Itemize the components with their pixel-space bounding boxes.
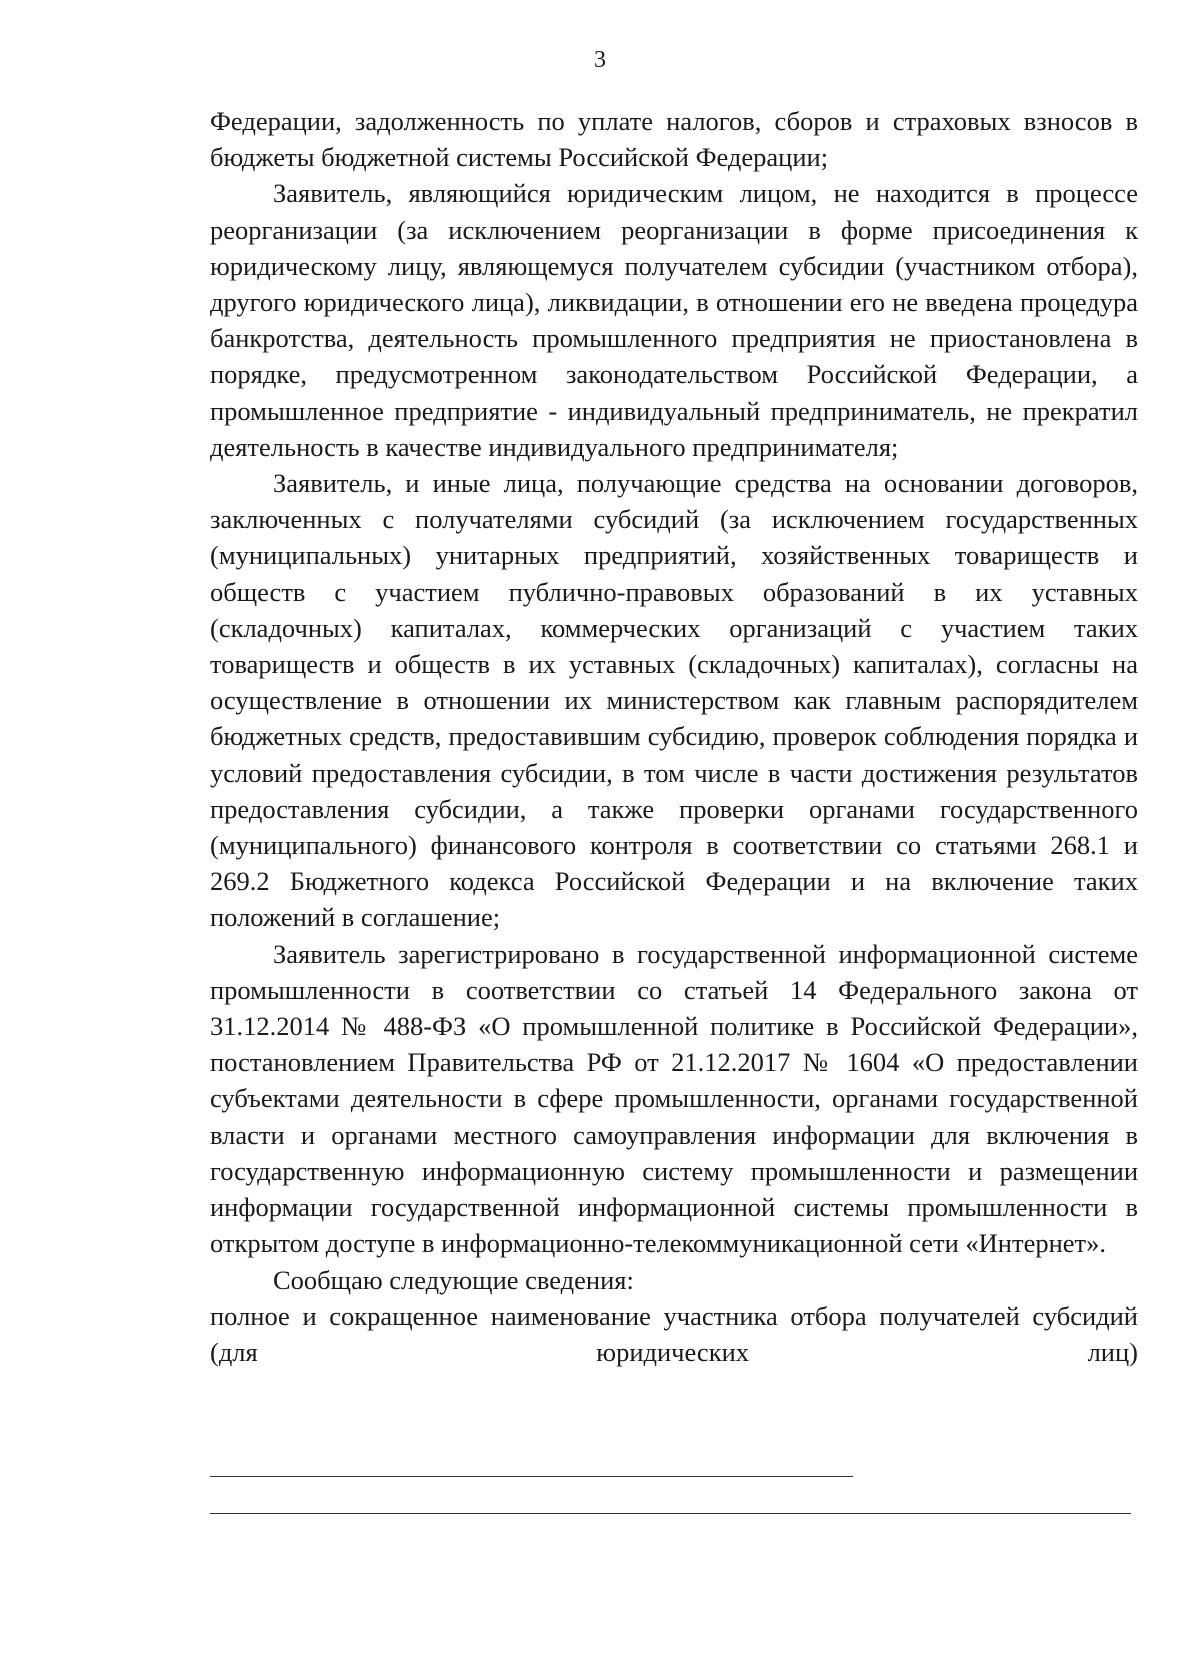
paragraph-audit-consent: Заявитель, и иные лица, получающие средства на основании договоров, заключенных с получателями субсидий (за исключением государственных (муниципальных) унитарных предприятий, хозяйственных товариществ и обществ с участием публично-правовых образований в их уставных (складочных) капиталах, коммерческих организаций с участием таких товариществ и обществ в их уставных (складочных) капиталах), согласны на осуществление в отношении их министерством как главным распорядителем бюджетных средств, предоставившим субсидию, проверок соблюдения порядка и условий предоставления субсидии, в том числе в части достижения результатов предоставления субсидии, а также проверки органами государственного (муниципального) финансового контроля в соответствии со статьями 268.1 и 269.2 Бюджетного кодекса Российской Федерации и на включение таких положений в соглашение; bbox=[210, 468, 1138, 933]
blank-fill-line bbox=[210, 1513, 1131, 1514]
blank-fill-line bbox=[210, 1476, 853, 1477]
page-number: 3 bbox=[594, 47, 606, 73]
paragraph-registration: Заявитель зарегистрировано в государственной информационной системе промышленности в соответствии со статьей 14 Федерального закона от 31.12.2014 № 488-ФЗ «О промышленной политике в Российской Федерации», постановлением Правительства РФ от 21.12.2017 № 1604 «О предоставлении субъектами деятельности в сфере промышленности, органами государственной власти и органами местного самоуправления информации для включения в государственную информационную систему промышленности и размещении информации государственной информационной системы промышленности в открытом доступе в информационно-телекоммуникационной сети «Интернет». bbox=[210, 938, 1138, 1259]
section-label: Сообщаю следующие сведения: bbox=[273, 1264, 634, 1295]
paragraph-continuation: Федерации, задолженность по уплате налогов, сборов и страховых взносов в бюджеты бюджетной системы Российской Федерации; bbox=[210, 106, 1138, 173]
document-body bbox=[210, 103, 1138, 1370]
paragraph-reorganization: Заявитель, являющийся юридическим лицом, не находится в процессе реорганизации (за исключением реорганизации в форме присоединения к юридическому лицу, являющемуся получателем субсидии (участником отбора), другого юридического лица), ликвидации, в отношении его не введена процедура банкротства, деятельность промышленного предприятия не приостановлена в порядке, предусмотренном законодательством Российской Федерации, а промышленное предприятие - индивидуальный предприниматель, не прекратил деятельность в качестве индивидуального предпринимателя; bbox=[210, 178, 1138, 462]
field-label-company-name: полное и сокращенное наименование участника отбора получателей субсидий (для юридических лиц) bbox=[210, 1300, 1138, 1367]
